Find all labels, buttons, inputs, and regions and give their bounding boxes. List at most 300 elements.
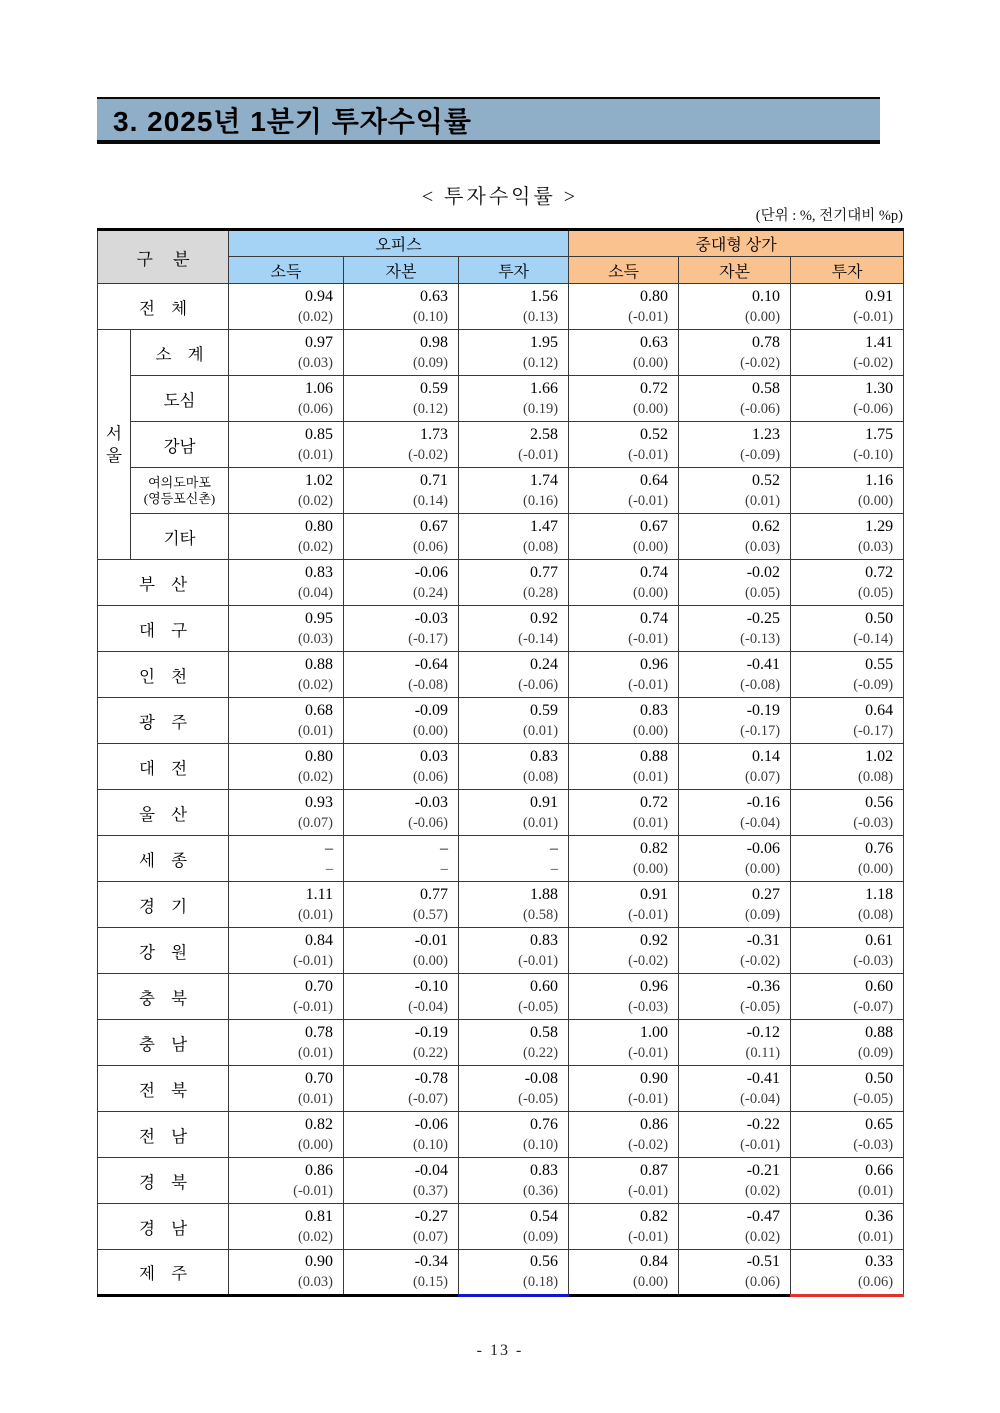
- value-cell: [459, 514, 569, 560]
- value-current: 0.97: [305, 333, 334, 351]
- value-change: (-0.03): [628, 998, 669, 1015]
- table-row: [98, 698, 904, 744]
- value-current: -0.06: [414, 1115, 449, 1133]
- value-change: (0.22): [523, 1044, 559, 1061]
- value-current: -0.64: [414, 655, 449, 673]
- row-label: 전 북: [98, 1066, 229, 1112]
- value-change: (-0.05): [518, 1090, 559, 1107]
- value-current: 0.91: [530, 793, 559, 811]
- value-cell: [791, 330, 904, 376]
- value-cell: [569, 376, 679, 422]
- value-current: 0.52: [752, 471, 781, 489]
- value-change: (0.09): [412, 354, 449, 371]
- value-current: 0.68: [305, 701, 334, 719]
- value-change: (-0.04): [740, 1090, 781, 1107]
- row-label: 충 북: [98, 974, 229, 1020]
- value-change: (-0.13): [740, 630, 781, 647]
- value-cell: [459, 1204, 569, 1250]
- value-current: -0.19: [414, 1023, 449, 1041]
- value-change: (0.02): [297, 768, 334, 785]
- value-change: (-0.08): [740, 676, 781, 693]
- value-change: (0.08): [523, 768, 559, 785]
- value-change: (-0.02): [853, 354, 894, 371]
- value-cell: [569, 1020, 679, 1066]
- value-cell: [679, 1020, 791, 1066]
- value-change: (0.11): [745, 1044, 781, 1061]
- value-change: (0.00): [745, 308, 781, 325]
- value-change: (-0.01): [853, 308, 894, 325]
- value-change: (0.13): [523, 308, 559, 325]
- value-current: 0.94: [305, 287, 334, 305]
- value-current: 0.81: [305, 1207, 334, 1225]
- region-group-label: 서 울: [98, 330, 131, 560]
- value-change: (0.02): [297, 676, 334, 693]
- value-cell: [344, 422, 459, 468]
- value-cell: [344, 836, 459, 882]
- value-cell: [791, 1066, 904, 1112]
- value-current: 1.11: [305, 885, 334, 903]
- value-cell: [791, 790, 904, 836]
- value-change: (0.01): [297, 1090, 334, 1107]
- value-cell: [344, 468, 459, 514]
- value-cell: [679, 652, 791, 698]
- value-current: 0.80: [305, 747, 334, 765]
- retail-invest-header: 투자: [791, 257, 904, 284]
- value-change: (0.03): [297, 354, 334, 371]
- value-cell: [679, 514, 791, 560]
- retail-group-header: 중대형 상가: [569, 230, 904, 257]
- value-current: 0.36: [865, 1207, 894, 1225]
- section-title: 3. 2025년 1분기 투자수익률: [113, 105, 472, 137]
- value-cell: [679, 284, 791, 330]
- value-cell: [344, 928, 459, 974]
- value-current: 0.82: [640, 1207, 669, 1225]
- value-change: (0.36): [523, 1182, 559, 1199]
- value-cell: [569, 744, 679, 790]
- value-cell: [229, 928, 344, 974]
- value-current: 0.98: [420, 333, 449, 351]
- value-current: 0.56: [530, 1253, 559, 1270]
- value-cell: [791, 1204, 904, 1250]
- value-current: -0.19: [746, 701, 781, 719]
- value-cell: [569, 790, 679, 836]
- value-cell: [791, 560, 904, 606]
- value-current: -0.41: [746, 655, 781, 673]
- value-cell: [344, 790, 459, 836]
- value-current: 0.83: [530, 747, 559, 765]
- value-current: 1.47: [530, 517, 559, 535]
- value-cell: [791, 1020, 904, 1066]
- row-label: 강남: [131, 422, 229, 468]
- row-label: 경 남: [98, 1204, 229, 1250]
- value-change: (0.09): [523, 1228, 559, 1245]
- value-cell: [679, 606, 791, 652]
- value-current: 1.66: [530, 379, 559, 397]
- value-change: (-0.05): [853, 1090, 894, 1107]
- page-number: - 13 -: [476, 1342, 524, 1359]
- value-change: (0.03): [745, 538, 781, 555]
- value-current: -0.47: [746, 1207, 781, 1225]
- value-current: -0.01: [414, 931, 449, 949]
- value-current: 0.24: [530, 655, 559, 673]
- value-cell: [344, 652, 459, 698]
- value-current: –: [550, 839, 559, 857]
- value-cell: [459, 376, 569, 422]
- value-change: (-0.10): [853, 446, 894, 463]
- value-cell: [679, 422, 791, 468]
- value-current: 0.88: [305, 655, 334, 673]
- value-cell: [344, 974, 459, 1020]
- row-label: 여의도마포 (영등포신촌): [131, 468, 229, 514]
- returns-table: [97, 228, 904, 1297]
- value-change: (-0.01): [628, 1044, 669, 1061]
- value-current: -0.34: [414, 1253, 449, 1270]
- value-cell: [791, 468, 904, 514]
- value-change: (-0.07): [853, 998, 894, 1015]
- value-change: (0.37): [412, 1182, 449, 1199]
- value-current: 1.23: [752, 425, 781, 443]
- value-current: 1.18: [865, 885, 894, 903]
- value-cell: [679, 974, 791, 1020]
- value-current: -0.04: [414, 1161, 449, 1179]
- value-cell: [459, 974, 569, 1020]
- value-current: -0.08: [524, 1069, 559, 1087]
- value-cell: [344, 882, 459, 928]
- value-current: 0.90: [305, 1253, 334, 1270]
- value-change: (-0.05): [740, 998, 781, 1015]
- value-change: (0.00): [297, 1136, 334, 1153]
- value-cell: [459, 652, 569, 698]
- value-current: 0.83: [640, 701, 669, 719]
- value-cell: [229, 744, 344, 790]
- value-change: (0.01): [297, 722, 334, 739]
- value-change: (0.00): [633, 538, 669, 555]
- value-change: (0.06): [297, 400, 334, 417]
- table-row: [98, 330, 904, 376]
- value-change: (0.07): [412, 1228, 449, 1245]
- value-change: (0.24): [412, 584, 449, 601]
- value-cell: [679, 376, 791, 422]
- value-cell: [459, 1020, 569, 1066]
- table-header: [98, 230, 904, 284]
- row-label: 인 천: [98, 652, 229, 698]
- value-current: 0.78: [752, 333, 781, 351]
- value-current: 0.74: [640, 609, 669, 627]
- value-current: 0.71: [420, 471, 449, 489]
- value-cell: [229, 790, 344, 836]
- value-cell: [344, 1204, 459, 1250]
- value-current: -0.21: [746, 1161, 781, 1179]
- row-label: 대 구: [98, 606, 229, 652]
- value-cell: [229, 1204, 344, 1250]
- value-change: (0.03): [297, 630, 334, 647]
- value-cell: [229, 1158, 344, 1204]
- value-change: –: [550, 860, 559, 877]
- value-cell: [569, 514, 679, 560]
- value-change: (-0.02): [628, 952, 669, 969]
- value-cell: [459, 882, 569, 928]
- value-current: 0.95: [305, 609, 334, 627]
- value-cell: [459, 928, 569, 974]
- value-change: (-0.09): [853, 676, 894, 693]
- value-cell: [459, 744, 569, 790]
- value-cell: [229, 422, 344, 468]
- value-current: 0.50: [865, 1069, 894, 1087]
- value-cell: [344, 1020, 459, 1066]
- value-current: -0.41: [746, 1069, 781, 1087]
- value-current: -0.27: [414, 1207, 449, 1225]
- value-cell: [459, 1158, 569, 1204]
- row-label: 제 주: [98, 1250, 229, 1296]
- value-change: (0.00): [858, 492, 894, 509]
- value-cell: [459, 1250, 569, 1296]
- value-change: (-0.01): [628, 676, 669, 693]
- value-change: (0.00): [633, 584, 669, 601]
- table-title: < 투자수익률 >: [421, 186, 579, 208]
- value-cell: [791, 422, 904, 468]
- value-cell: [229, 652, 344, 698]
- value-change: (0.00): [745, 860, 781, 877]
- value-change: (-0.06): [853, 400, 894, 417]
- value-current: 0.60: [530, 977, 559, 995]
- value-current: 0.03: [420, 747, 449, 765]
- value-change: (0.01): [633, 814, 669, 831]
- value-cell: [344, 514, 459, 560]
- value-change: (0.02): [745, 1182, 781, 1199]
- value-current: 0.82: [640, 839, 669, 857]
- value-current: 1.74: [530, 471, 559, 489]
- value-current: 0.83: [530, 931, 559, 949]
- value-cell: [229, 560, 344, 606]
- value-cell: [569, 1204, 679, 1250]
- value-cell: [791, 1158, 904, 1204]
- value-cell: [569, 606, 679, 652]
- value-current: 0.61: [865, 931, 894, 949]
- value-cell: [679, 928, 791, 974]
- value-cell: [229, 836, 344, 882]
- value-cell: [679, 1158, 791, 1204]
- value-current: 0.92: [640, 931, 669, 949]
- value-cell: [791, 928, 904, 974]
- section-title-bar: [97, 97, 880, 144]
- value-cell: [344, 1158, 459, 1204]
- office-income-header: 소득: [229, 257, 344, 284]
- value-cell: [459, 284, 569, 330]
- value-change: (0.00): [633, 722, 669, 739]
- value-change: (0.28): [523, 584, 559, 601]
- value-cell: [569, 468, 679, 514]
- value-cell: [344, 560, 459, 606]
- value-cell: [569, 1112, 679, 1158]
- value-current: 0.84: [305, 931, 334, 949]
- value-change: (-0.01): [293, 998, 334, 1015]
- value-cell: [679, 1066, 791, 1112]
- value-current: 0.80: [305, 517, 334, 535]
- value-cell: [791, 698, 904, 744]
- value-cell: [569, 1250, 679, 1296]
- value-change: (-0.01): [628, 1090, 669, 1107]
- table-row: [98, 836, 904, 882]
- value-change: (-0.01): [518, 446, 559, 463]
- table-row: [98, 606, 904, 652]
- value-change: (0.01): [297, 1044, 334, 1061]
- value-change: (-0.01): [293, 1182, 334, 1199]
- value-current: 0.96: [640, 655, 669, 673]
- value-change: (0.01): [523, 814, 559, 831]
- value-cell: [679, 1204, 791, 1250]
- value-change: (-0.14): [518, 630, 559, 647]
- table-row: [98, 468, 904, 514]
- value-current: 1.02: [865, 747, 894, 765]
- row-label: 광 주: [98, 698, 229, 744]
- value-change: (0.12): [412, 400, 449, 417]
- value-current: 0.88: [640, 747, 669, 765]
- value-change: (0.15): [412, 1274, 449, 1290]
- value-current: 1.56: [530, 287, 559, 305]
- table-row: [98, 1250, 904, 1296]
- value-change: (0.12): [523, 354, 559, 371]
- value-change: (0.06): [412, 538, 449, 555]
- value-current: -0.51: [746, 1253, 781, 1270]
- value-cell: [459, 1066, 569, 1112]
- row-label: 부 산: [98, 560, 229, 606]
- value-current: -0.02: [746, 563, 781, 581]
- office-invest-header: 투자: [459, 257, 569, 284]
- value-current: 0.33: [865, 1253, 894, 1270]
- value-change: (-0.03): [853, 1136, 894, 1153]
- value-change: (0.02): [297, 308, 334, 325]
- value-cell: [459, 560, 569, 606]
- table-row: [98, 376, 904, 422]
- value-change: (-0.05): [518, 998, 559, 1015]
- row-label: 경 북: [98, 1158, 229, 1204]
- value-current: 0.10: [752, 287, 781, 305]
- value-current: 1.29: [865, 517, 894, 535]
- value-cell: [229, 284, 344, 330]
- value-change: (0.03): [858, 538, 894, 555]
- value-change: (0.01): [858, 1182, 894, 1199]
- value-current: 0.74: [640, 563, 669, 581]
- value-current: 0.55: [865, 655, 894, 673]
- row-label: 울 산: [98, 790, 229, 836]
- row-label: 충 남: [98, 1020, 229, 1066]
- value-change: (-0.02): [628, 1136, 669, 1153]
- value-change: (0.02): [297, 1228, 334, 1245]
- value-current: 0.52: [640, 425, 669, 443]
- value-cell: [679, 1250, 791, 1296]
- value-change: (-0.03): [853, 814, 894, 831]
- value-cell: [679, 698, 791, 744]
- value-change: (-0.06): [740, 400, 781, 417]
- value-cell: [344, 1112, 459, 1158]
- value-cell: [344, 744, 459, 790]
- value-cell: [791, 882, 904, 928]
- value-change: (0.10): [523, 1136, 559, 1153]
- table-row: [98, 1020, 904, 1066]
- value-current: 0.85: [305, 425, 334, 443]
- value-cell: [569, 284, 679, 330]
- value-change: (0.00): [633, 1274, 669, 1290]
- value-current: 0.80: [640, 287, 669, 305]
- value-change: (0.01): [297, 906, 334, 923]
- value-current: -0.31: [746, 931, 781, 949]
- value-current: –: [325, 839, 334, 857]
- value-current: 0.72: [640, 379, 669, 397]
- value-cell: [229, 330, 344, 376]
- value-cell: [344, 330, 459, 376]
- value-change: (-0.06): [408, 814, 449, 831]
- value-change: (0.05): [745, 584, 781, 601]
- office-capital-header: 자본: [344, 257, 459, 284]
- value-change: (-0.02): [408, 446, 449, 463]
- value-cell: [791, 1112, 904, 1158]
- value-current: –: [440, 839, 449, 857]
- value-cell: [791, 376, 904, 422]
- value-change: (-0.01): [628, 1182, 669, 1199]
- table-row: [98, 882, 904, 928]
- value-change: (0.01): [633, 768, 669, 785]
- value-change: (-0.14): [853, 630, 894, 647]
- value-cell: [791, 1250, 904, 1296]
- value-change: (0.58): [523, 906, 559, 923]
- value-cell: [229, 698, 344, 744]
- value-cell: [679, 790, 791, 836]
- table-row: [98, 514, 904, 560]
- value-change: (0.07): [297, 814, 334, 831]
- value-cell: [459, 1112, 569, 1158]
- value-cell: [459, 422, 569, 468]
- value-change: (-0.06): [518, 676, 559, 693]
- value-cell: [569, 974, 679, 1020]
- value-cell: [344, 698, 459, 744]
- value-change: (-0.01): [740, 1136, 781, 1153]
- value-change: (0.00): [633, 354, 669, 371]
- unit-note: (단위 : %, 전기대비 %p): [755, 208, 903, 224]
- value-current: 0.86: [640, 1115, 669, 1133]
- table-row: [98, 652, 904, 698]
- value-current: -0.10: [414, 977, 449, 995]
- value-cell: [791, 284, 904, 330]
- value-change: (0.01): [523, 722, 559, 739]
- value-current: 1.88: [530, 885, 559, 903]
- group-header-row: [98, 230, 904, 257]
- row-label: 경 기: [98, 882, 229, 928]
- value-current: 0.54: [530, 1207, 559, 1225]
- value-cell: [791, 836, 904, 882]
- value-cell: [229, 1250, 344, 1296]
- value-current: 0.56: [865, 793, 894, 811]
- row-label: 전 체: [98, 284, 229, 330]
- value-change: (0.06): [745, 1274, 781, 1290]
- value-current: 0.84: [640, 1253, 669, 1270]
- value-cell: [459, 330, 569, 376]
- value-change: (-0.01): [628, 308, 669, 325]
- value-current: 0.91: [640, 885, 669, 903]
- value-current: 0.58: [752, 379, 781, 397]
- value-current: 0.87: [640, 1161, 669, 1179]
- value-change: (-0.02): [740, 354, 781, 371]
- table-row: [98, 974, 904, 1020]
- value-change: (0.00): [633, 860, 669, 877]
- value-cell: [229, 1020, 344, 1066]
- value-cell: [229, 606, 344, 652]
- value-current: -0.36: [746, 977, 781, 995]
- value-change: (-0.17): [408, 630, 449, 647]
- value-current: -0.03: [414, 609, 449, 627]
- row-label: 세 종: [98, 836, 229, 882]
- value-current: 0.82: [305, 1115, 334, 1133]
- value-cell: [229, 974, 344, 1020]
